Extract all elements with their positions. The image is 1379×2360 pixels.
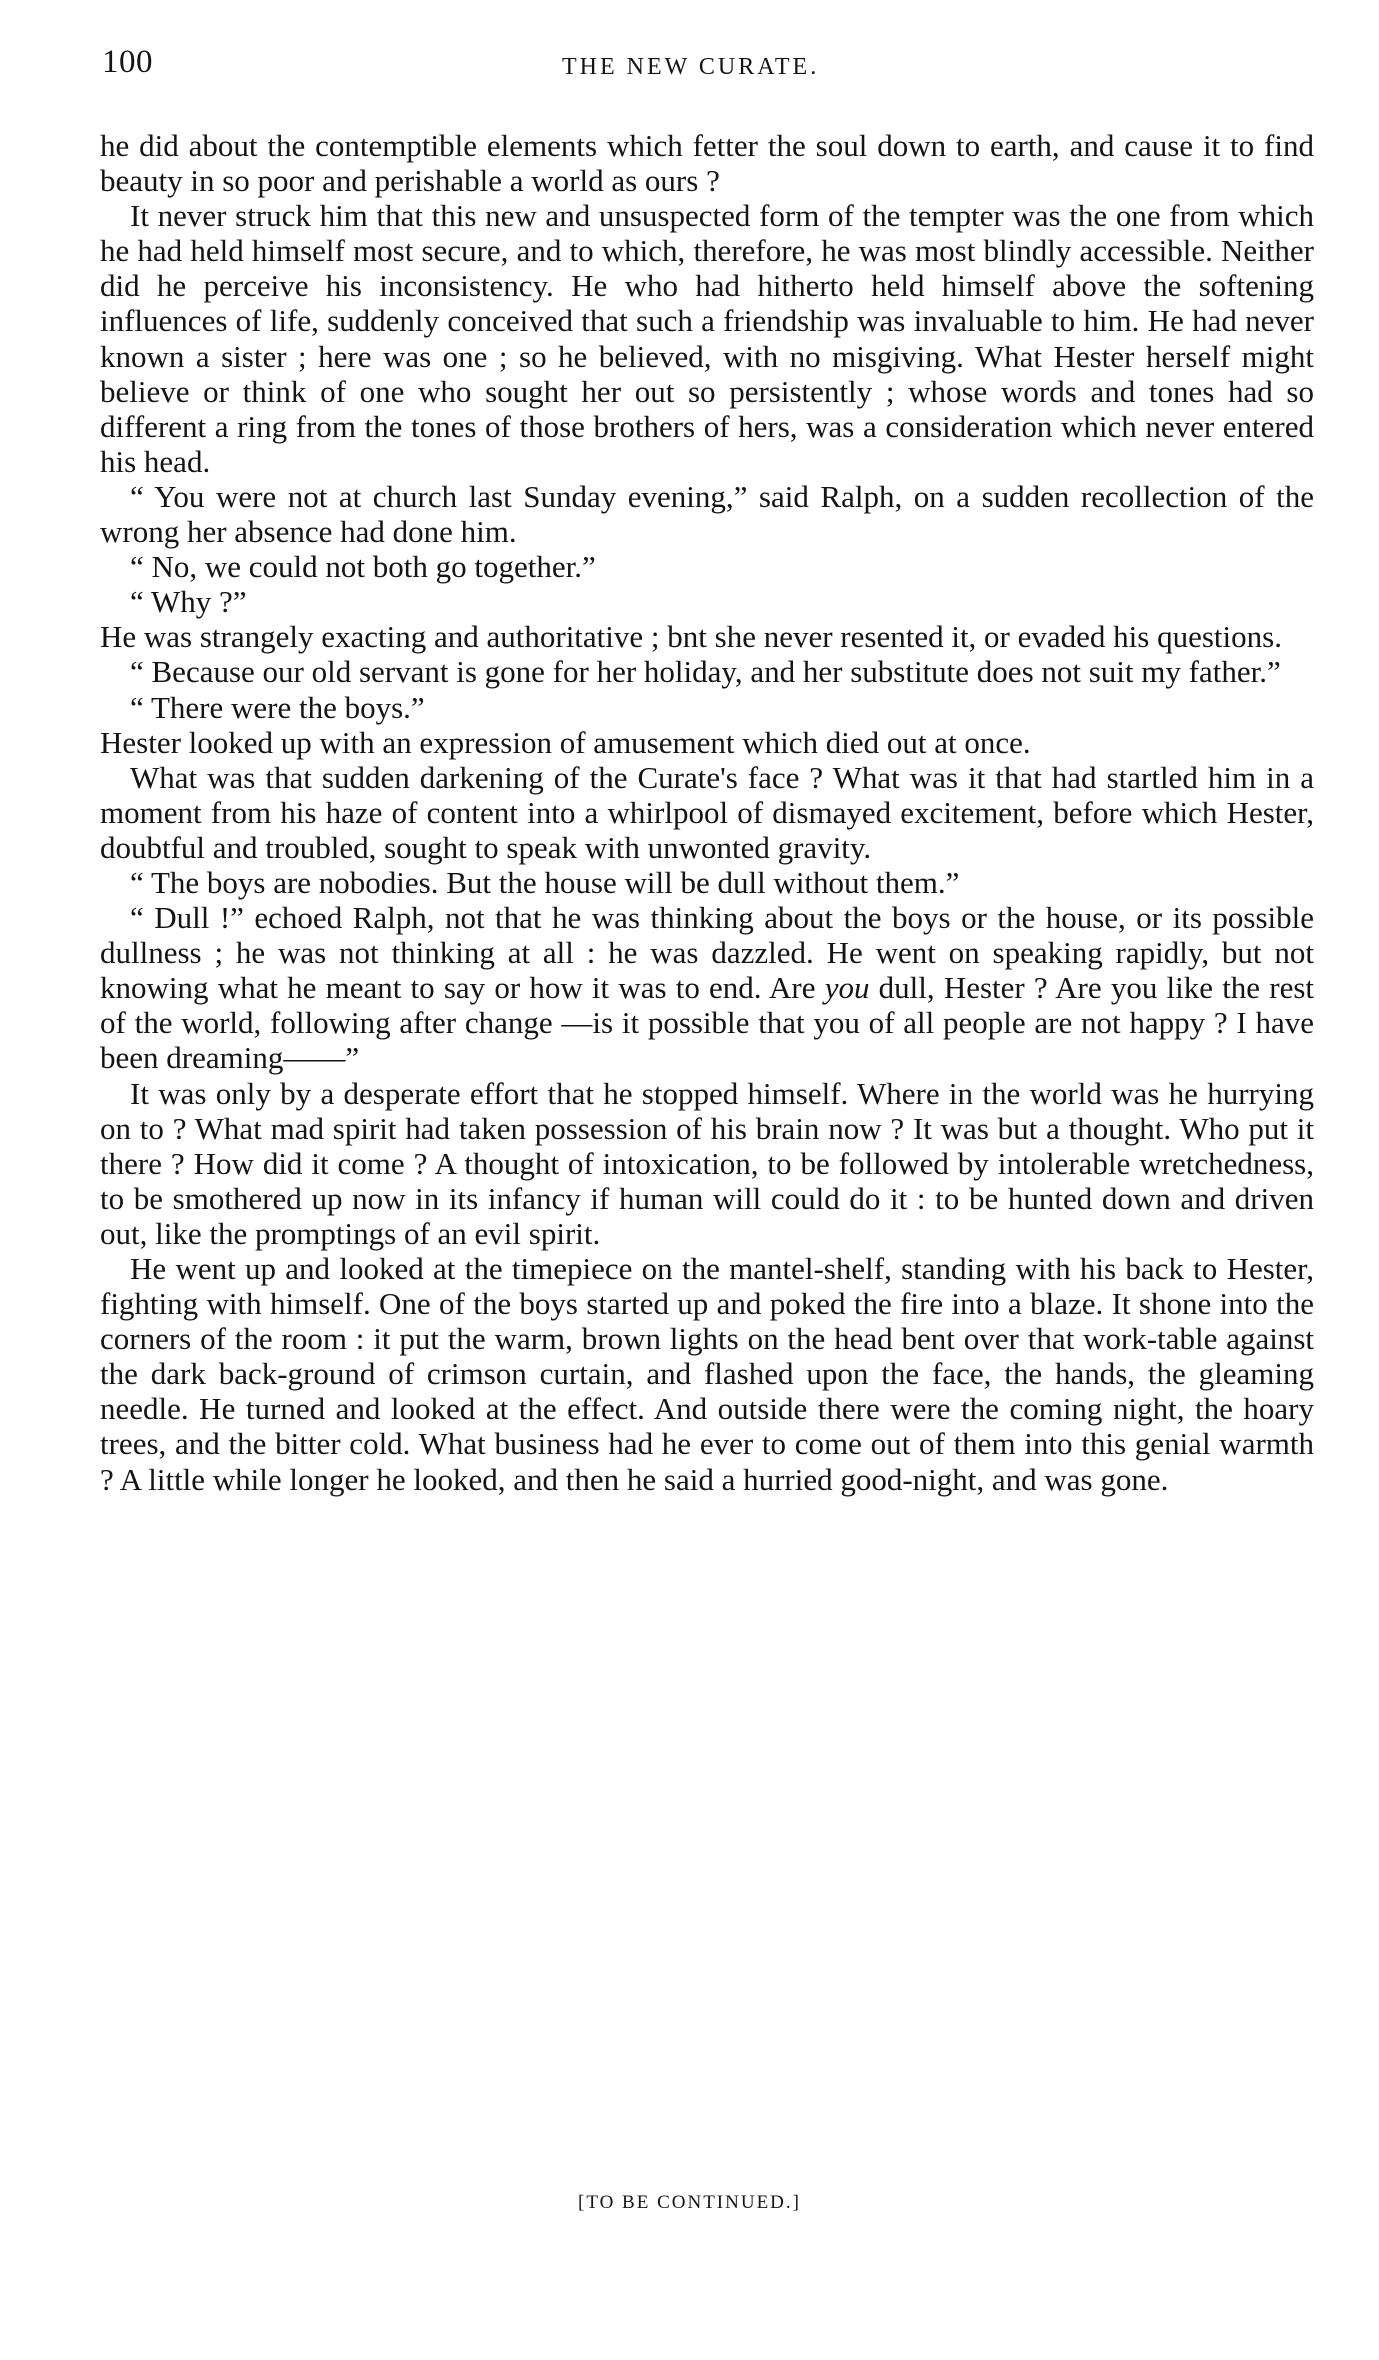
page-header [102,44,1302,94]
emphasized-word: you [824,970,870,1006]
paragraph: “ No, we could not both go together.” [130,549,596,585]
paragraph: he did about the contemptible elements which fetter the soul down to earth, and cause it to find beauty in so poor and perishable a world as ours ? [100,128,1314,199]
body-text [100,128,1314,1497]
paragraph: “ You were not at church last Sunday evening,” said Ralph, on a sudden recollection of the wrong her absence had done him. [100,478,1314,550]
to-be-continued-note: [TO BE CONTINUED.] [578,2192,801,2213]
paragraph: “ The boys are nobodies. But the house will be dull without them.” [130,864,960,900]
paragraph: It was only by a desperate effort that he stopped himself. Where in the world was he hurrying on to ? What mad spirit had taken possession of his brain now ? It was but a thought. Who put it there ? How did it come ? A thought of intoxication, to be followed by intolerable wretchedness, to be smothered up now in its infancy if human will could do it : to be hunted down and driven out, like the promptings of an evil spirit. [100,1075,1314,1251]
paragraph: He was strangely exacting and authoritative ; bnt she never resented it, or evaded his questions. [100,619,1282,655]
paragraph: “ There were the boys.” [130,689,425,725]
paragraph: It never struck him that this new and unsuspected form of the tempter was the one from which he had held himself most secure, and to which, therefore, he was most blindly accessible. Neither did he perceive his inconsistency. He who had hitherto held himself above the softening influences of life, suddenly conceived that such a friendship was invaluable to him. He had never known a sister ; here was one ; so he believed, with no misgiving. What Hester herself might believe or think of one who sought her out so persistently ; whose words and tones had so different a ring from the tones of those brothers of hers, was a consideration which never entered his head. [100,198,1314,479]
page-number: 100 [102,44,153,80]
paragraph: “ Why ?” [130,584,247,620]
paragraph [100,900,1314,1075]
paragraph-text: dull, Hester ? Are you like the rest of the world, following after change —is it possible that you of all people are not happy ? I have been dreaming——” [100,970,1315,1076]
paragraph: What was that sudden darkening of the Curate's face ? What was it that had startled him in a moment from his haze of content into a whirlpool of dismayed excitement, before which Hester, doubtful and troubled, sought to speak with unwonted gravity. [100,759,1314,865]
paragraph: “ Because our old servant is gone for her holiday, and her substitute does not suit my father.” [130,654,1281,690]
running-title: THE NEW CURATE. [562,54,820,80]
paragraph-text: “ Dull !” echoed Ralph, not that he was thinking about the boys or the house, or its possible dullness ; he was not thinking at all : he was dazzled. He went on speaking rapidly, but not knowing what he meant to say or how it was to end. Are [100,900,1314,1006]
paragraph: He went up and looked at the timepiece on the mantel-shelf, standing with his back to Hester, fighting with himself. One of the boys started up and poked the fire into a blaze. It shone into the corners of the room : it put the warm, brown lights on the head bent over that work-table against the dark back-ground of crimson curtain, and flashed upon the face, the hands, the gleaming needle. He turned and looked at the effect. And outside there were the coming night, the hoary trees, and the bitter cold. What business had he ever to come out of them into this genial warmth ? A little while longer he looked, and then he said a hurried good-night, and was gone. [100,1251,1314,1497]
paragraph: Hester looked up with an expression of amusement which died out at once. [100,724,1031,760]
